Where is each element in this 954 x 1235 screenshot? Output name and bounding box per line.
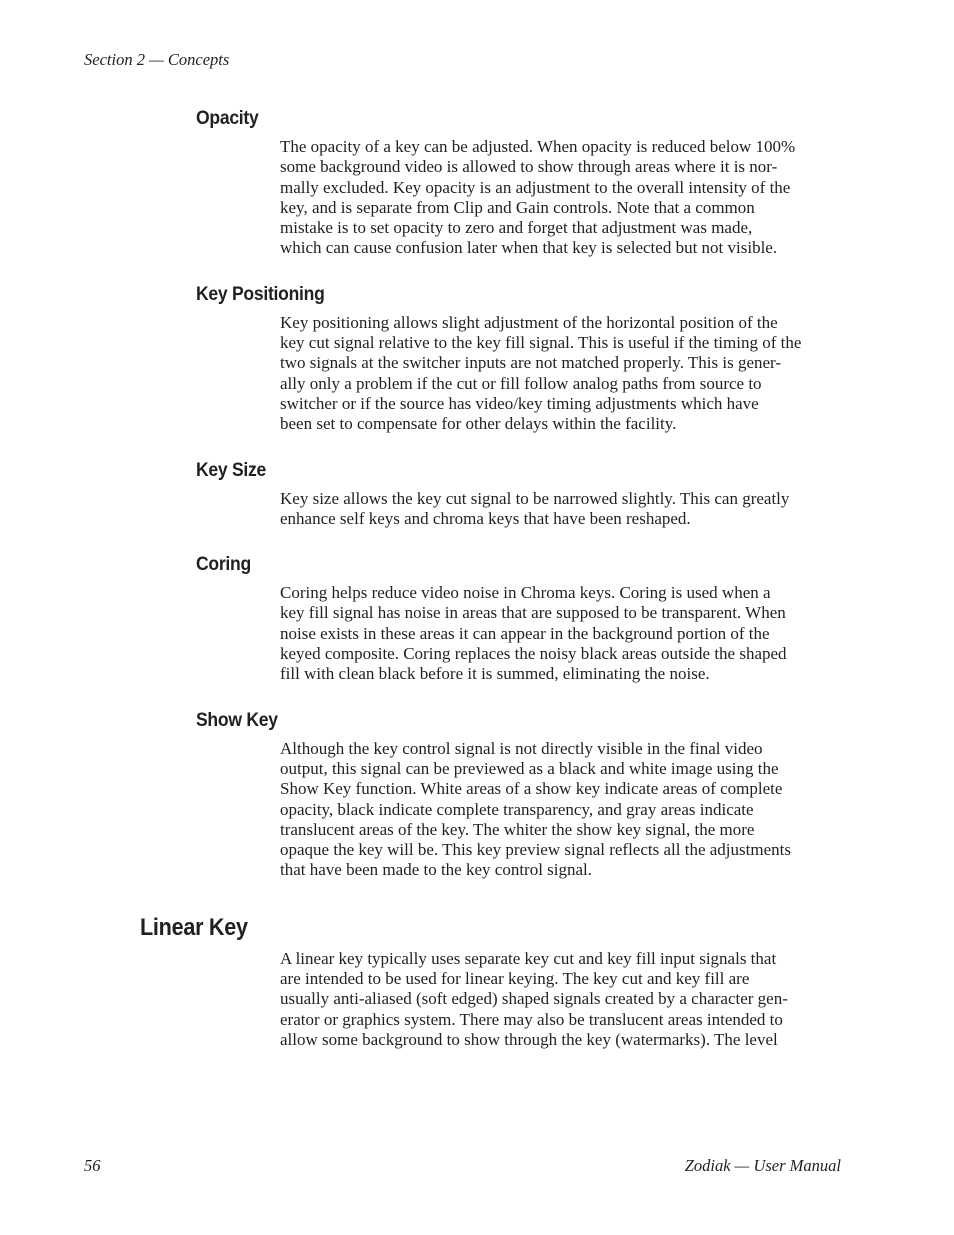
section-body (280, 739, 842, 881)
running-footer: Zodiak — User Manual (684, 1156, 841, 1175)
section-linear-key (0, 913, 954, 1050)
text-line: Key size allows the key cut signal to be narrowed slightly. This can greatly (280, 488, 790, 508)
text-line: noise exists in these areas it can appear in the background portion of the (280, 623, 770, 643)
text-line: translucent areas of the key. The whiter the show key signal, the more (280, 819, 755, 839)
section-coring (0, 551, 954, 684)
section-body (280, 137, 842, 259)
text-line: some background video is allowed to show through areas where it is nor- (280, 157, 778, 177)
text-line: two signals at the switcher inputs are not matched properly. This is gener- (280, 353, 782, 373)
text-line: Show Key function. White areas of a show key indicate areas of complete (280, 779, 783, 799)
text-line: Although the key control signal is not directly visible in the final video (280, 738, 763, 758)
section-heading: Coring (196, 553, 251, 576)
running-header: Section 2 — Concepts (84, 50, 230, 69)
text-line: output, this signal can be previewed as a black and white image using the (280, 758, 779, 778)
section-heading: Key Size (196, 458, 267, 481)
text-line: switcher or if the source has video/key timing adjustments which have (280, 393, 759, 413)
text-line: Key positioning allows slight adjustment of the horizontal position of the (280, 312, 778, 332)
text-line: A linear key typically uses separate key cut and key fill input signals that (280, 948, 777, 968)
text-line: allow some background to show through the key (watermarks). The level (280, 1029, 778, 1049)
text-line: fill with clean black before it is summed, eliminating the noise. (280, 664, 710, 684)
section-body (280, 489, 842, 530)
text-line: key cut signal relative to the key fill signal. This is useful if the timing of the (280, 333, 802, 353)
section-body (280, 313, 842, 435)
text-line: key, and is separate from Clip and Gain controls. Note that a common (280, 197, 755, 217)
text-line: which can cause confusion later when that key is selected but not visible. (280, 238, 778, 258)
text-line: The opacity of a key can be adjusted. When opacity is reduced below 100% (280, 137, 796, 156)
text-line: opaque the key will be. This key preview signal reflects all the adjustments (280, 840, 791, 860)
page-content (0, 105, 954, 1050)
text-line: mally excluded. Key opacity is an adjustment to the overall intensity of the (280, 177, 791, 197)
section-heading: Show Key (196, 708, 278, 731)
text-line: ally only a problem if the cut or fill follow analog paths from source to (280, 373, 762, 393)
section-body (280, 949, 842, 1050)
major-heading: Linear Key (140, 913, 248, 941)
section-heading: Key Positioning (196, 282, 325, 305)
text-line: usually anti-aliased (soft edged) shaped signals created by a character gen- (280, 989, 788, 1009)
page-number: 56 (84, 1156, 101, 1175)
text-line: are intended to be used for linear keying. The key cut and key fill are (280, 969, 750, 989)
section-key-positioning (0, 281, 954, 435)
section-show-key (0, 707, 954, 881)
text-line: been set to compensate for other delays within the facility. (280, 414, 677, 434)
text-line: that have been made to the key control signal. (280, 860, 593, 880)
section-heading: Opacity (196, 107, 259, 129)
text-line: Coring helps reduce video noise in Chroma keys. Coring is used when a (280, 583, 771, 603)
section-opacity (0, 105, 954, 259)
section-key-size (0, 457, 954, 530)
text-line: key fill signal has noise in areas that are supposed to be transparent. When (280, 603, 786, 623)
section-body (280, 583, 842, 684)
text-line: mistake is to set opacity to zero and forget that adjustment was made, (280, 218, 753, 238)
text-line: opacity, black indicate complete transparency, and gray areas indicate (280, 799, 754, 819)
text-line: keyed composite. Coring replaces the noisy black areas outside the shaped (280, 644, 787, 664)
text-line: erator or graphics system. There may also be translucent areas intended to (280, 1009, 783, 1029)
text-line: enhance self keys and chroma keys that have been reshaped. (280, 508, 691, 528)
